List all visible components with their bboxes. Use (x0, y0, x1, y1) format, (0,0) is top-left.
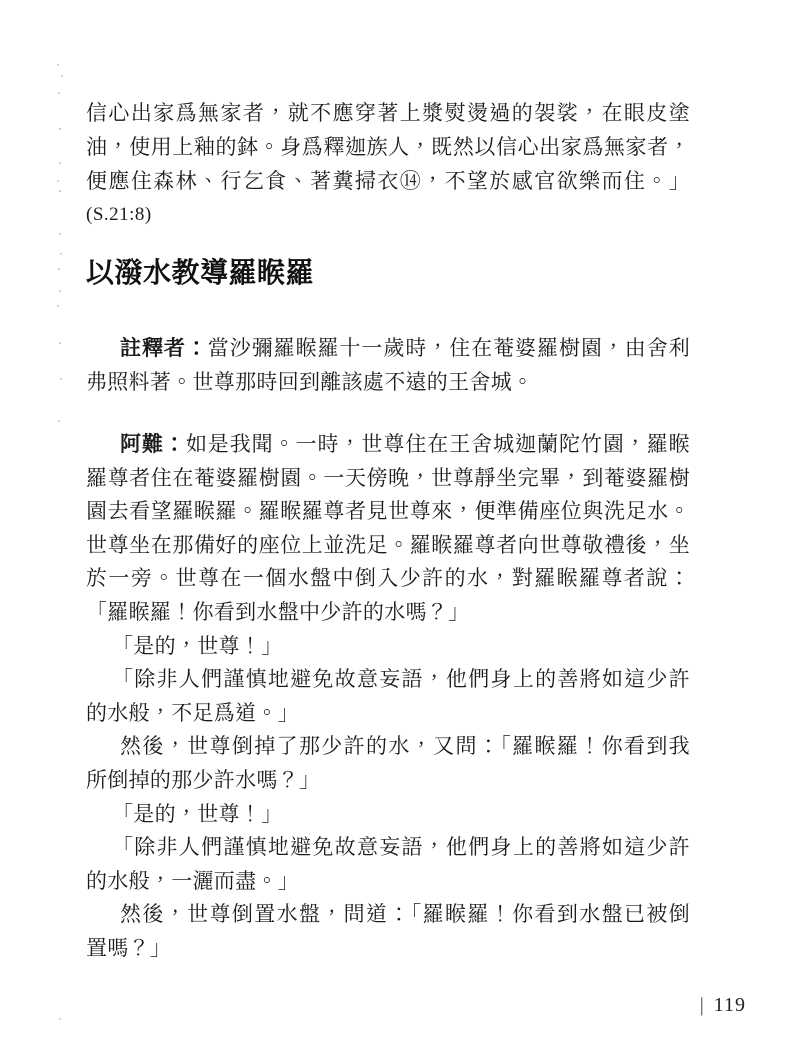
ananda-narration (86, 428, 690, 630)
scan-speck (57, 64, 59, 66)
text-line: 註釋者：當沙彌羅睺羅十一歲時，住在菴婆羅樹園，由舍利 (120, 336, 690, 360)
text-line: 羅尊者住在菴婆羅樹園。一天傍晚，世尊靜坐完畢，到菴婆羅樹 (86, 465, 690, 490)
text-line: 園去看望羅睺羅。羅睺羅尊者見世尊來，便準備座位與洗足水。 (86, 499, 690, 524)
text-line: 置嗎？」 (86, 935, 172, 960)
section-heading: 以潑水教導羅睺羅 (86, 258, 315, 289)
text-line: 「除非人們謹慎地避免故意妄語，他們身上的善將如這少許 (112, 835, 690, 860)
dialogue-reply-1 (86, 630, 690, 664)
opening-paragraph (86, 96, 690, 198)
text-line: 於一旁。世尊在一個水盤中倒入少許的水，對羅睺羅尊者說： (86, 566, 690, 591)
speaker-label: 註釋者： (120, 336, 208, 360)
text-line: 的水般，一灑而盡。」 (86, 868, 299, 893)
page-number: 119 (713, 994, 746, 1016)
sutta-citation: (S.21:8) (86, 204, 152, 225)
text-line: 然後，世尊倒置水盤，問道：「羅睺羅！你看到水盤已被倒 (120, 902, 690, 927)
text-line: 世尊坐在那備好的座位上並洗足。羅睺羅尊者向世尊敬禮後，坐 (86, 532, 690, 557)
buddha-teaching-2 (86, 831, 690, 898)
text-line: 所倒掉的那少許水嗎？」 (86, 767, 321, 792)
speaker-label: 阿難： (120, 432, 186, 456)
text-line: 然後，世尊倒掉了那少許的水，又問：「羅睺羅！你看到我 (120, 734, 690, 759)
text-line: 「羅睺羅！你看到水盤中少許的水嗎？」 (86, 599, 470, 624)
narration-overturn (86, 898, 690, 965)
text-line: 「除非人們謹慎地避免故意妄語，他們身上的善將如這少許 (112, 667, 690, 692)
text-line: 便應住森林、行乞食、著糞掃衣⑭，不望於感官欲樂而住。」 (86, 169, 690, 193)
footer-separator: | (699, 994, 705, 1016)
text-line: 「是的，世尊！」 (112, 801, 283, 826)
narrator-note (86, 331, 690, 399)
text-line: 油，使用上釉的鉢。身爲釋迦族人，既然以信心出家爲無家者， (86, 135, 690, 159)
text-line: 弗照料著。世尊那時回到離該處不遠的王舍城。 (86, 370, 534, 394)
buddha-teaching-1 (86, 663, 690, 730)
page-footer (700, 992, 746, 1018)
dialogue-reply-2 (86, 798, 690, 832)
narration-pour-away (86, 730, 690, 797)
body-text-column (86, 96, 690, 966)
text-line: 的水般，不足爲道。」 (86, 700, 299, 725)
text-line: 「是的，世尊！」 (112, 633, 283, 658)
text-line: 阿難：如是我聞。一時，世尊住在王舍城迦蘭陀竹園，羅睺 (120, 432, 690, 456)
text-line: 信心出家爲無家者，就不應穿著上漿熨燙過的袈裟，在眼皮塗 (86, 101, 690, 125)
